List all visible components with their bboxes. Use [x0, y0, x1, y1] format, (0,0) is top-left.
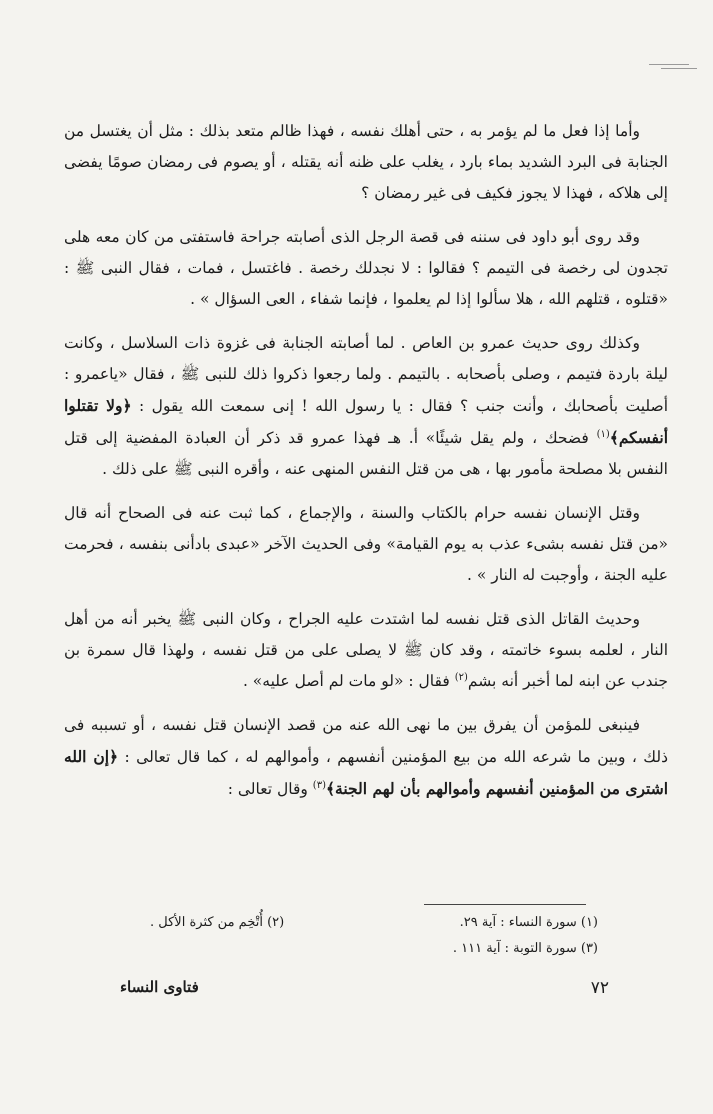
footnote-2: (٢) أُتْخِم من كثرة الأكل .: [150, 915, 285, 930]
footnote-ref-3: (٣): [312, 779, 326, 791]
footnote-1: (١) سورة النساء : آية ٢٩.: [459, 915, 598, 930]
paragraph-6: [64, 710, 668, 805]
footnote-row: [150, 910, 598, 936]
quran-verse-1: ﴿ولا تقتلوا أنفسكم﴾: [64, 396, 668, 447]
footnote-divider: [424, 904, 586, 905]
paragraph-1: وأما إذا فعل ما لم يؤمر به ، حتى أهلك نفسه ، فهذا ظالم متعد بذلك : مثل أن يغتسل من الجنابة فى البرد الشديد بماء بارد ، يغلب على ظنه أنه يقتله ، أو يصوم فى رمضان صومًا يفضى إلى هلاكه ، فهذا لا يجوز فكيف فى غير رمضان ؟: [64, 122, 668, 202]
paragraph-3-part-2: فضحك ، ولم يقل شيئًا» أ. هـ فهذا عمرو قد ذكر أن العبادة المفضية إلى قتل النفس بلا مصلحة مأمور بها ، هى من قتل النفس المنهى عنه ، وأقره النبى ﷺ على ذلك .: [64, 429, 668, 478]
footnotes: [150, 910, 598, 962]
paragraph-3: [64, 328, 668, 485]
footnote-row: [150, 936, 598, 962]
body-text: [64, 116, 668, 818]
paragraph-5-part-2: فقال : «لو مات لم أصل عليه» .: [242, 672, 455, 690]
paragraph-6-part-1: فينبغى للمؤمن أن يفرق بين ما نهى الله عنه من قصد الإنسان قتل نفسه ، أو تسببه فى ذلك ، وبين ما شرعه الله من بيع المؤمنين أنفسهم ، وأموالهم له ، كما قال تعالى :: [64, 716, 668, 766]
paragraph-4: وقتل الإنسان نفسه حرام بالكتاب والسنة ، والإجماع ، كما ثبت عنه فى الصحاح أنه قال «من قتل نفسه بشىء عذب به يوم القيامة» وفى الحديث الآخر «عبدى بادأنى بنفسه ، فحرمت عليه الجنة ، وأوجبت له النار » .: [64, 504, 668, 584]
paragraph-3-part-1: وكذلك روى حديث عمرو بن العاص . لما أصابته الجنابة فى غزوة ذات السلاسل ، وكانت ليلة باردة فتيمم ، وصلى بأصحابه . بالتيمم . ولما رجعوا ذكروا ذلك للنبى ﷺ ، فقال «ياعمرو : أصليت بأصحابك ، وأنت جنب ؟ فقال : يا رسول الله ! إنى سمعت الله يقول :: [64, 334, 668, 415]
page-number: ٧٢: [590, 978, 609, 998]
paragraph-2: وقد روى أبو داود فى سننه فى قصة الرجل الذى أصابته جراحة فاستفتى من كان معه هلى تجدون لى رخصة فى التيمم ؟ فقالوا : لا نجدلك رخصة . فاغتسل ، فمات ، فقال النبى ﷺ : «قتلوه ، قتلهم الله ، هلا سألوا إذا لم يعلموا ، فإنما شفاء ، العى السؤال » .: [64, 228, 668, 308]
footnote-3: (٣) سورة التوبة : آية ١١١ .: [452, 941, 598, 956]
paragraph-6-part-2: وقال تعالى :: [227, 780, 313, 798]
paragraph-5: [64, 604, 668, 697]
corner-scan-mark: [649, 64, 699, 70]
paragraph-5-part-1: وحديث القاتل الذى قتل نفسه لما اشتدت عليه الجراح ، وكان النبى ﷺ يخبر أنه من أهل النار ، لعلمه بسوء خاتمته ، وقد كان ﷺ لا يصلى على من قتل نفسه ، ولهذا قال سمرة بن جندب عن ابنه لما أخبر أنه بشم: [64, 610, 668, 690]
footnote-ref-1: (١): [596, 428, 610, 440]
quran-verse-2: ﴿إن الله اشترى من المؤمنين أنفسهم وأموالهم بأن لهم الجنة﴾: [64, 747, 668, 798]
running-title: فتاوى النساء: [120, 978, 199, 996]
footnote-ref-2: (٢): [454, 671, 468, 683]
